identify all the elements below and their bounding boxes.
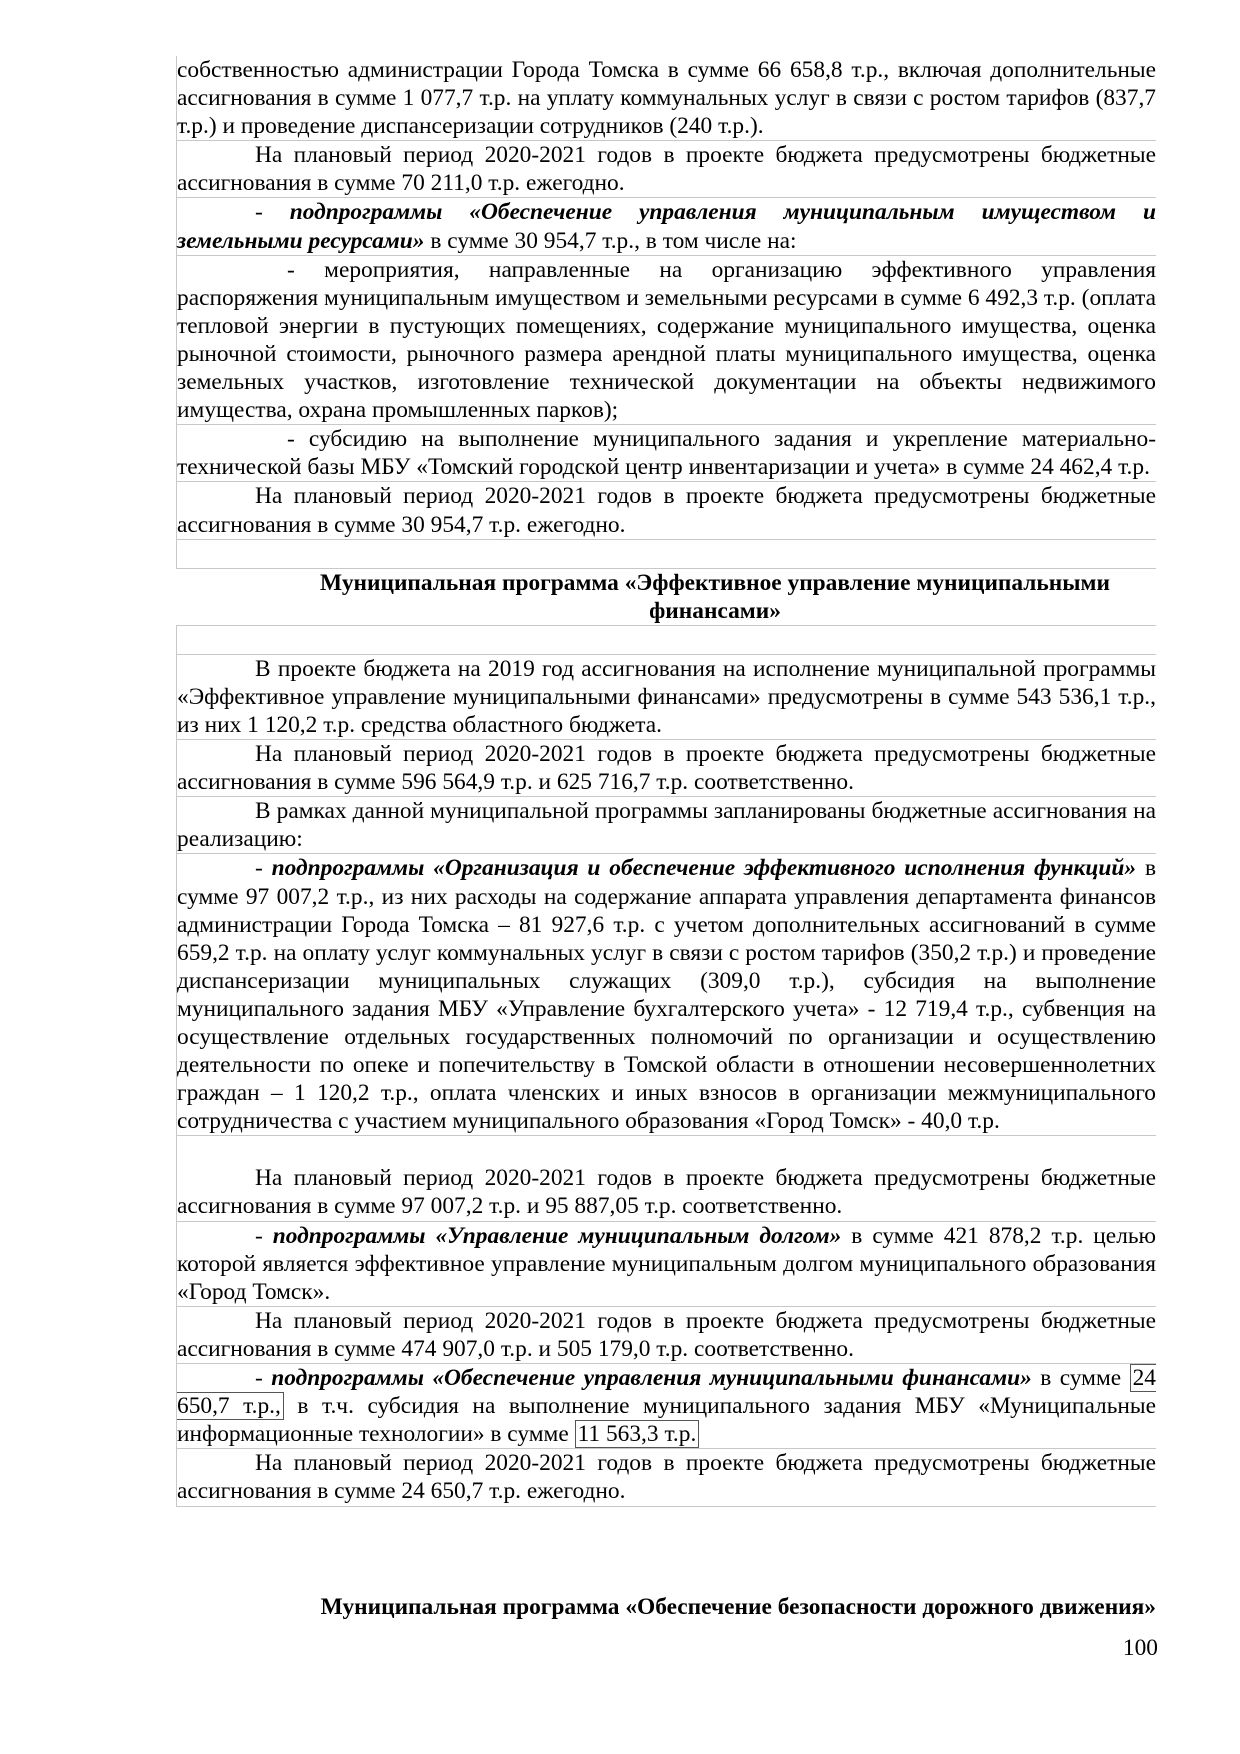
page-number: 100 [1122, 1635, 1158, 1661]
paragraph-text: в сумме 30 954,7 т.р., в том числе на: [424, 227, 797, 254]
paragraph [176, 1222, 1156, 1307]
list-dash: - [255, 855, 272, 882]
blank-line [176, 626, 1156, 655]
paragraph: - мероприятия, направленные на организацию эффективного управления распоряжения муниципальным имуществом и земельными ресурсами в сумме 6 492,3 т.р. (оплата тепловой энергии в пустующих помещениях, содержание муниципального имущества, оценка рыночной стоимости, рыночного размера арендной платы муниципального имущества, оценка земельных участков, изготовление технической документации на объекты недвижимого имущества, охрана промышленных парков); [176, 256, 1156, 426]
section-heading: Муниципальная программа «Эффективное управление муниципальными финансами» [176, 569, 1156, 626]
subprogram-title: подпрограммы «Обеспечение управления муниципальным имуществом и земельными ресурсами» [177, 199, 1156, 254]
paragraph-text: в сумме [1031, 1365, 1130, 1392]
paragraph-text: в сумме 421 878,2 т.р. целью которой является эффективное управление муниципальным долгом муниципального образования «Город Томск». [177, 1222, 1157, 1305]
subprogram-title: подпрограммы «Обеспечение управления муниципальными финансами» [271, 1365, 1032, 1392]
body-text [176, 56, 1156, 1507]
paragraph: На плановый период 2020-2021 годов в проекте бюджета предусмотрены бюджетные ассигнования в сумме 70 211,0 т.р. ежегодно. [176, 141, 1156, 198]
paragraph: В рамках данной муниципальной программы запланированы бюджетные ассигнования на реализацию: [176, 797, 1156, 854]
blank-line [176, 540, 1156, 569]
paragraph: На плановый период 2020-2021 годов в проекте бюджета предусмотрены бюджетные ассигнования в сумме 30 954,7 т.р. ежегодно. [176, 482, 1156, 539]
paragraph-text: в сумме 97 007,2 т.р., из них расходы на содержание аппарата управления департамента финансов администрации Города Томска – 81 927,6 т.р. с учетом дополнительных ассигнований в сумме 659,2 т.р. на оплату услуг коммунальных услуг в связи с ростом тарифов (350,2 т.р.) и проведение диспансеризации муниципальных служащих (309,0 т.р.), субсидия на выполнение муниципального задания МБУ «Управление бухгалтерского учета» - 12 719,4 т.р., субвенция на осуществление отдельных государственных полномочий по организации и осуществлению деятельности по опеке и попечительству в Томской области в отношении несовершеннолетних граждан – 1 120,2 т.р., оплата членских и иных взносов в организации межмуниципального сотрудничества с участием муниципального образования «Город Томск» - 40,0 т.р. [177, 855, 1156, 1135]
section-heading: Муниципальная программа «Обеспечение безопасности дорожного движения» [320, 1594, 1156, 1620]
paragraph [176, 1364, 1156, 1449]
subprogram-title: подпрограммы «Управление муниципальным долгом» [272, 1222, 842, 1249]
paragraph: На плановый период 2020-2021 годов в проекте бюджета предусмотрены бюджетные ассигнования в сумме 474 907,0 т.р. и 505 179,0 т.р. соответственно. [176, 1307, 1156, 1364]
paragraph: собственностью администрации Города Томска в сумме 66 658,8 т.р., включая дополнительные ассигнования в сумме 1 077,7 т.р. на уплату коммунальных услуг в связи с ростом тарифов (837,7 т.р.) и проведение диспансеризации сотрудников (240 т.р.). [176, 56, 1156, 141]
paragraph: В проекте бюджета на 2019 год ассигнования на исполнение муниципальной программы «Эффективное управление муниципальными финансами» предусмотрены в сумме 543 536,1 т.р., из них 1 120,2 т.р. средства областного бюджета. [176, 655, 1156, 740]
paragraph: На плановый период 2020-2021 годов в проекте бюджета предусмотрены бюджетные ассигнования в сумме 596 564,9 т.р. и 625 716,7 т.р. соответственно. [176, 740, 1156, 797]
paragraph-text: в т.ч. субсидия на выполнение муниципального задания МБУ «Муниципальные информационные технологии» в сумме [177, 1393, 1156, 1448]
subprogram-title: подпрограммы «Организация и обеспечение эффективного исполнения функций» [271, 855, 1137, 882]
paragraph [176, 854, 1156, 1136]
list-dash: - [255, 1222, 273, 1249]
paragraph [176, 198, 1156, 255]
highlighted-amount: 24 650,7 т.р., [177, 1365, 1156, 1420]
paragraph: На плановый период 2020-2021 годов в проекте бюджета предусмотрены бюджетные ассигнования в сумме 97 007,2 т.р. и 95 887,05 т.р. соответственно. [176, 1164, 1156, 1221]
paragraph: - субсидию на выполнение муниципального задания и укрепление материально-технической базы МБУ «Томский городской центр инвентаризации и учета» в сумме 24 462,4 т.р. [176, 425, 1156, 482]
highlighted-amount: 11 563,3 т.р. [575, 1420, 700, 1448]
list-dash: - [255, 1365, 272, 1392]
paragraph: На плановый период 2020-2021 годов в проекте бюджета предусмотрены бюджетные ассигнования в сумме 24 650,7 т.р. ежегодно. [176, 1449, 1156, 1506]
blank-line [176, 1136, 1156, 1164]
list-dash: - [255, 199, 290, 226]
